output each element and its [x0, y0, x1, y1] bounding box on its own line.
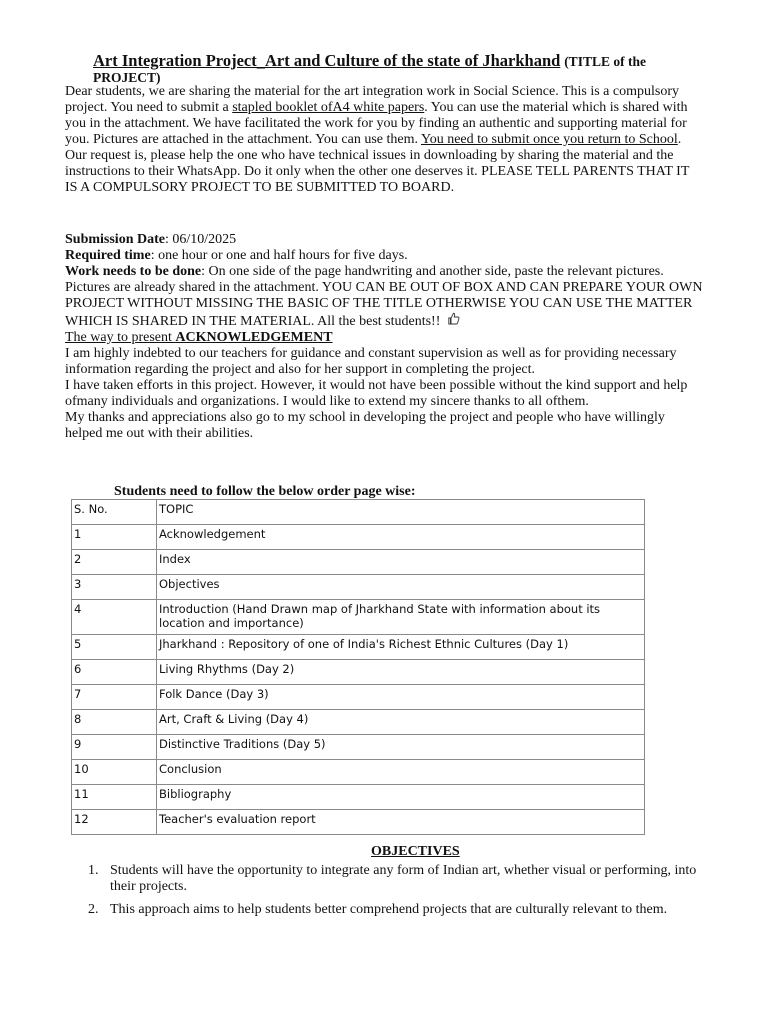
- table-row: 7 Folk Dance (Day 3): [72, 685, 645, 710]
- header-topic: TOPIC: [157, 500, 645, 525]
- table-row: 2 Index: [72, 550, 645, 575]
- details-block: [65, 232, 705, 442]
- table-row: 5 Jharkhand : Repository of one of India's Richest Ethnic Cultures (Day 1): [72, 635, 645, 660]
- objectives-heading: OBJECTIVES: [371, 844, 460, 859]
- table-row: 6 Living Rhythms (Day 2): [72, 660, 645, 685]
- acknowledgement-heading: The way to present ACKNOWLEDGEMENT: [65, 330, 333, 345]
- intro-text-b: . You can use the material which is shared with you in the attachment. We have facilitated the work for you by finding an authentic and supporting material for you. Pictures are attached in the attachment. You can use them.: [65, 100, 688, 147]
- table-row: 9 Distinctive Traditions (Day 5): [72, 735, 645, 760]
- ack-paragraph-1: I am highly indebted to our teachers for guidance and constant supervision as well as for providing necessary information regarding the project and also for her support in completing the project.: [65, 346, 677, 377]
- project-title: [93, 53, 693, 86]
- submission-date-line: Submission Date: 06/10/2025: [65, 232, 237, 247]
- intro-text-c: . Our request is, please help the one who have technical issues in downloading by sharing the material and the instructions to their WhatsApp. Do it only when the other one deserves it. PLEASE TELL PARENTS THAT IT IS A COMPULSORY PROJECT TO BE SUBMITTED TO BOARD.: [65, 132, 690, 195]
- thumbs-up-icon: [448, 312, 460, 329]
- work-line: Work needs to be done: On one side of the page handwriting and another side, paste the relevant pictures. Pictures are already shared in the attachment. YOU CAN BE OUT OF BOX AND CAN PREPARE YOUR OWN PROJECT WITHOUT MISSING THE BASIC OF THE TITLE OTHERWISE YOU CAN USE THE MATTER WHICH IS SHARED IN THE MATERIAL. All the best students!!: [65, 264, 703, 329]
- list-item: 2. This approach aims to help students better comprehend projects that are culturally relevant to them.: [88, 902, 668, 917]
- table-header-row: [72, 500, 645, 525]
- required-time-line: Required time: one hour or one and half hours for five days.: [65, 248, 408, 263]
- table-row: 4 Introduction (Hand Drawn map of Jharkhand State with information about its location and importance): [72, 600, 645, 635]
- title-suffix: (TITLE of the PROJECT): [93, 54, 646, 85]
- intro-underline-booklet: stapled booklet ofA4 white papers: [232, 100, 425, 115]
- table-row: 10 Conclusion: [72, 760, 645, 785]
- table-row: 1 Acknowledgement: [72, 525, 645, 550]
- title-main: Art Integration Project_Art and Culture of the state of Jharkhand: [93, 51, 561, 70]
- intro-paragraph: [65, 84, 705, 196]
- list-item: 1. Students will have the opportunity to integrate any form of Indian art, whether visual or performing, into their projects.: [88, 863, 697, 894]
- ack-paragraph-3: My thanks and appreciations also go to my school in developing the project and people who have willingly helped me out with their abilities.: [65, 410, 665, 441]
- table-row: 11 Bibliography: [72, 785, 645, 810]
- intro-text-a: Dear students, we are sharing the material for the art integration work in Social Science. This is a compulsory project. You need to submit a: [65, 84, 680, 115]
- table-row: 12 Teacher's evaluation report: [72, 810, 645, 835]
- table-row: 3 Objectives: [72, 575, 645, 600]
- ack-paragraph-2: I have taken efforts in this project. However, it would not have been possible without the kind support and help ofmany individuals and organizations. I would like to extend my sincere thanks to all ofthem.: [65, 378, 688, 409]
- table-row: 8 Art, Craft & Living (Day 4): [72, 710, 645, 735]
- objectives-list: [88, 863, 708, 925]
- intro-underline-submit: You need to submit once you return to School: [421, 132, 678, 147]
- header-sno: S. No.: [72, 500, 157, 525]
- order-table: [71, 499, 645, 835]
- order-table-heading: Students need to follow the below order page wise:: [114, 484, 416, 499]
